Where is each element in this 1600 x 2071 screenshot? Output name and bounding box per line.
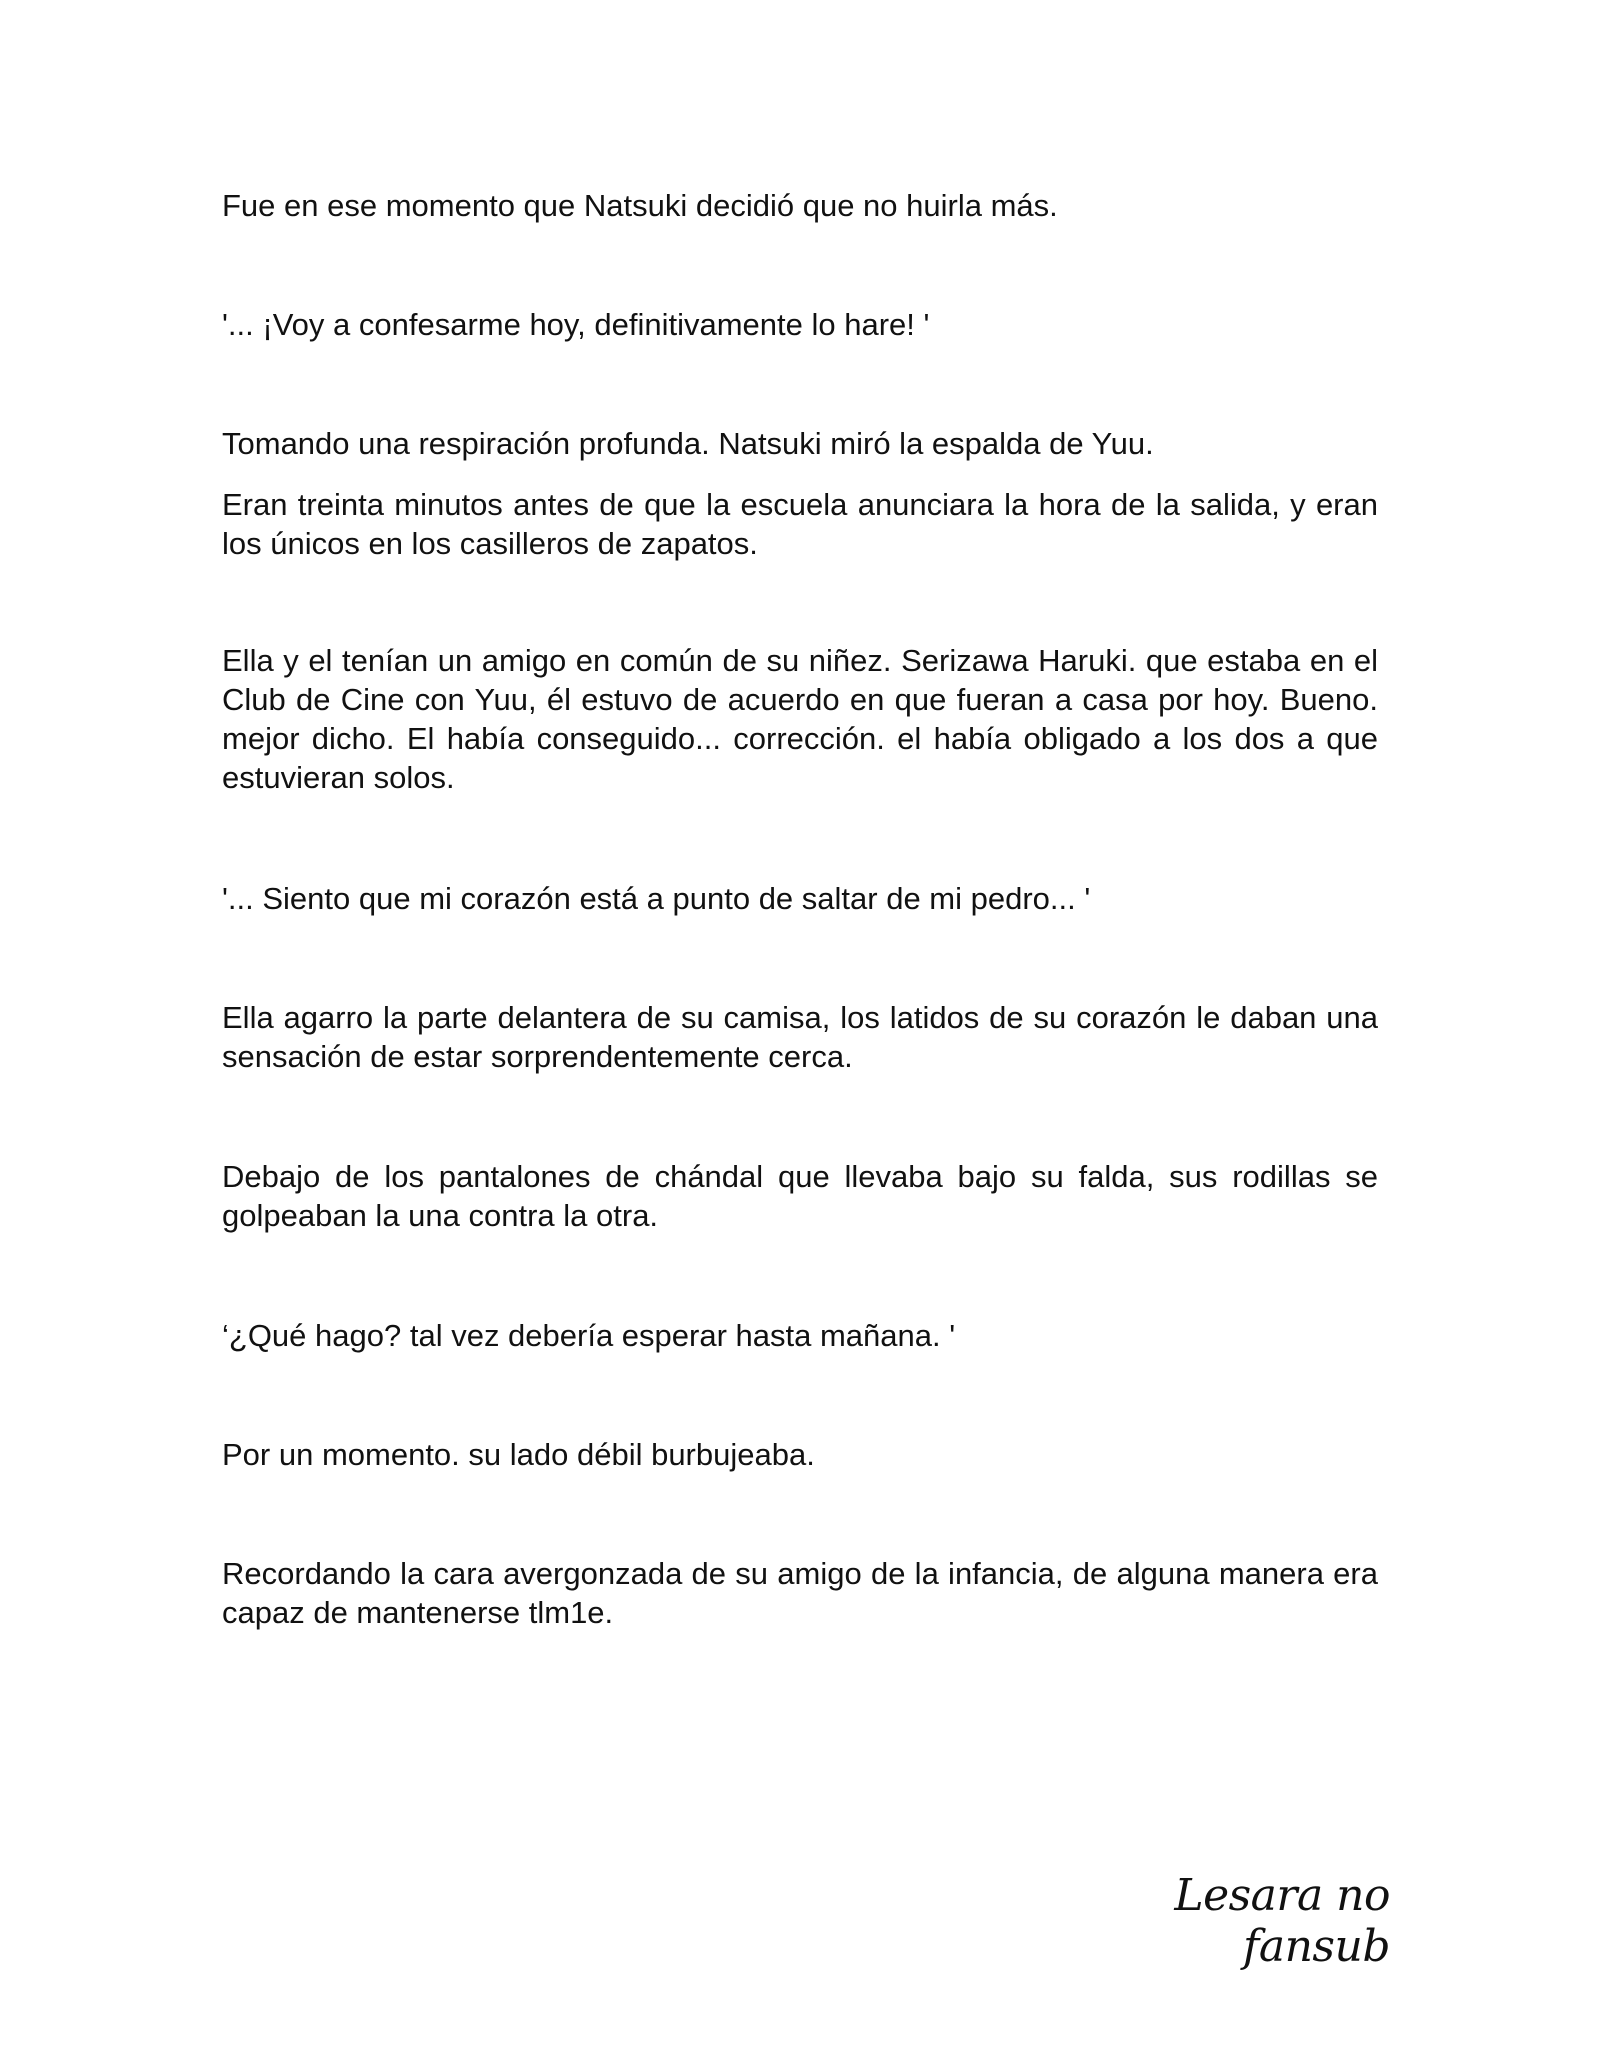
paragraph-4: Eran treinta minutos antes de que la escuela anunciara la hora de la salida, y eran los únicos en los casilleros de zapatos. bbox=[222, 487, 1378, 561]
paragraph-6: '... Siento que mi corazón está a punto de saltar de mi pedro... ' bbox=[222, 881, 1091, 916]
signature: Lesara no fansub bbox=[1174, 1870, 1390, 1972]
paragraph-8: Debajo de los pantalones de chándal que llevaba bajo su falda, sus rodillas se golpeaban la una contra la otra. bbox=[222, 1159, 1378, 1233]
paragraph-5: Ella y el tenían un amigo en común de su niñez. Serizawa Haruki. que estaba en el Club de Cine con Yuu, él estuvo de acuerdo en que fueran a casa por hoy. Bueno. mejor dicho. El había conseguido... corrección. el había obligado a los dos a que estuvieran solos. bbox=[222, 643, 1378, 795]
paragraph-1: Fue en ese momento que Natsuki decidió que no huirla más. bbox=[222, 188, 1058, 223]
paragraph-7: Ella agarro la parte delantera de su camisa, los latidos de su corazón le daban una sensación de estar sorprendentemente cerca. bbox=[222, 1000, 1378, 1074]
paragraph-11: Recordando la cara avergonzada de su amigo de la infancia, de alguna manera era capaz de mantenerse tlm1e. bbox=[222, 1556, 1378, 1630]
paragraph-3: Tomando una respiración profunda. Natsuki miró la espalda de Yuu. bbox=[222, 426, 1154, 461]
paragraph-10: Por un momento. su lado débil burbujeaba. bbox=[222, 1437, 815, 1472]
paragraph-9: ‘¿Qué hago? tal vez debería esperar hasta mañana. ' bbox=[222, 1318, 956, 1353]
paragraph-2: '... ¡Voy a confesarme hoy, definitivamente lo hare! ' bbox=[222, 307, 930, 342]
